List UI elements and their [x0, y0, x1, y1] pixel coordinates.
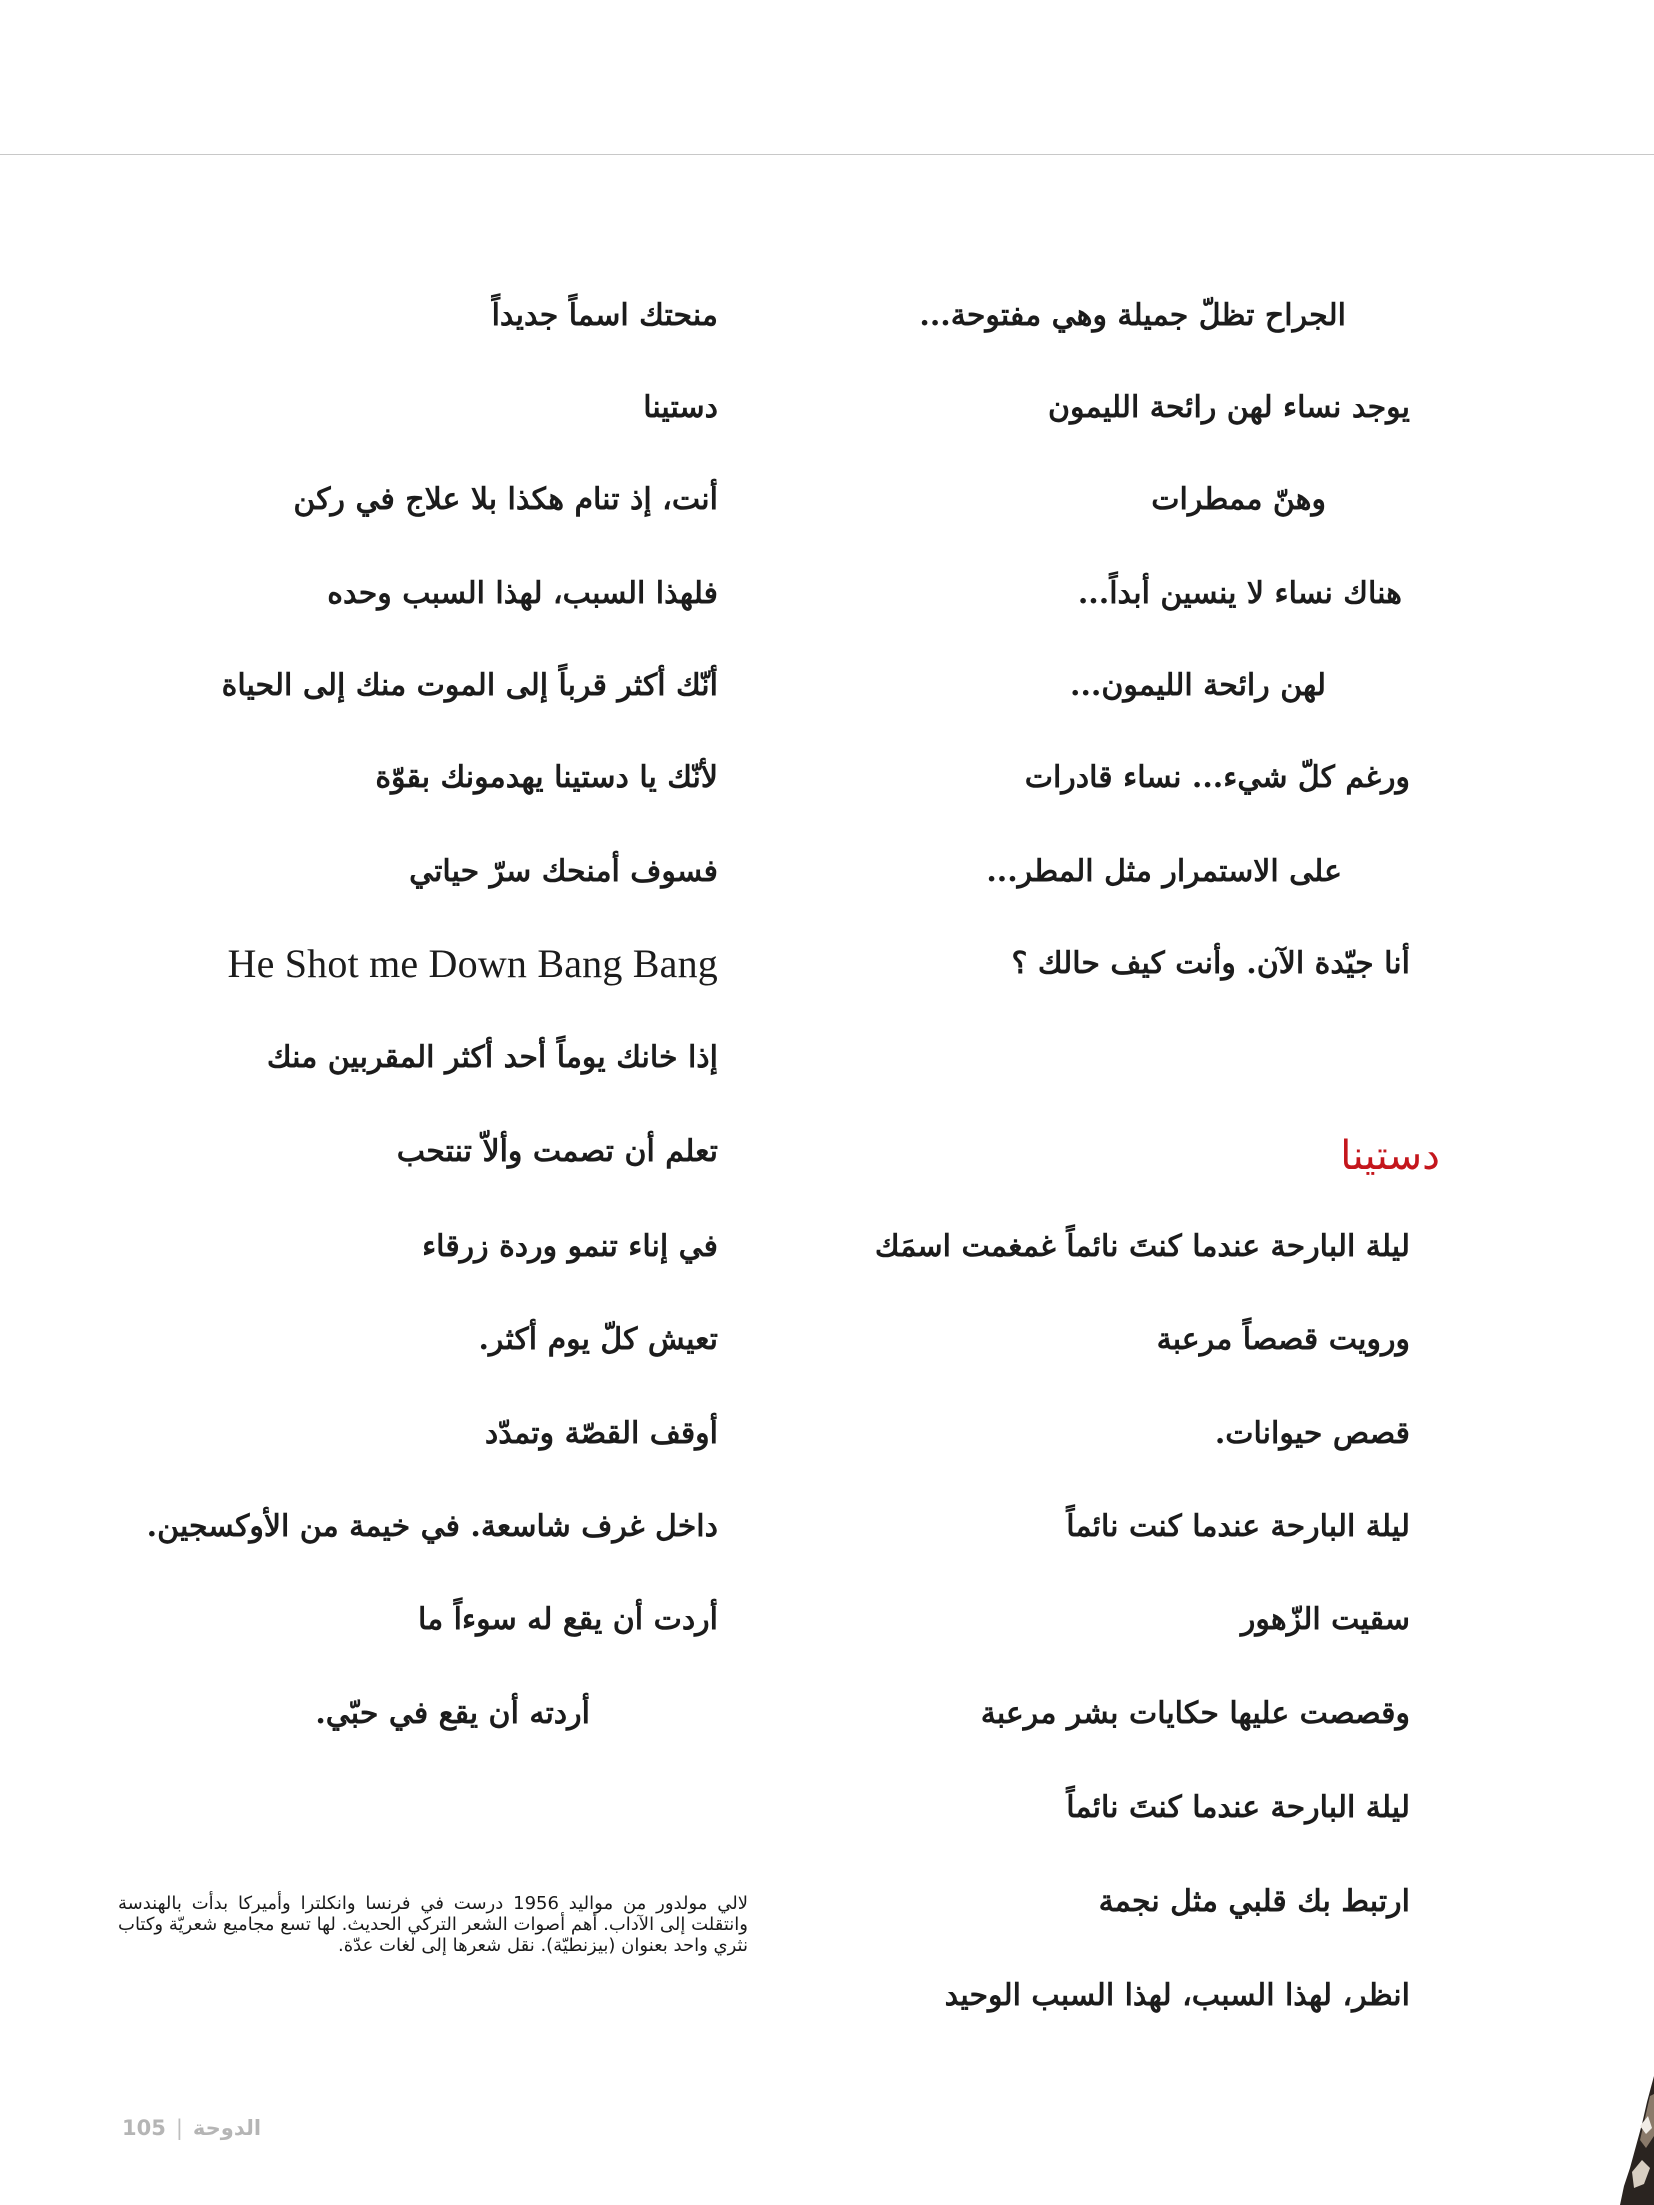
magazine-logo: الدوحة	[192, 2116, 262, 2140]
poem-line: فلهذا السبب، لهذا السبب وحده	[327, 576, 718, 611]
poem-line: سقيت الزّهور	[1240, 1602, 1410, 1637]
poem-line: على الاستمرار مثل المطر...	[986, 854, 1342, 889]
page-footer	[122, 2116, 261, 2140]
poem-column-left	[140, 0, 718, 2100]
poem-line: تعلم أن تصمت وألاّ تنتحب	[396, 1134, 718, 1169]
poem-line: إذا خانك يوماً أحد أكثر المقربين منك	[266, 1040, 718, 1075]
poem-line: في إناء تنمو وردة زرقاء	[422, 1229, 718, 1264]
footer-separator: |	[175, 2116, 183, 2140]
poem-line: منحتك اسماً جديداً	[491, 298, 718, 333]
poem-line: أردته أن يقع في حبّي.	[315, 1696, 590, 1731]
poem-column-right	[840, 0, 1440, 2100]
poem-line: أنت، إذ تنام هكذا بلا علاج في ركن	[293, 482, 718, 517]
poem-line: دستينا	[643, 390, 718, 425]
poem-line: انظر، لهذا السبب، لهذا السبب الوحيد	[944, 1978, 1410, 2013]
poem-line: ورغم كلّ شيء... نساء قادرات	[1024, 760, 1410, 795]
corner-photo-fragment	[1620, 2076, 1654, 2205]
poem-line: هناك نساء لا ينسين أبداً...	[1077, 576, 1402, 611]
poem-line: أردت أن يقع له سوءاً ما	[417, 1602, 718, 1637]
poem-line: ليلة البارحة عندما كنت نائماً	[1066, 1509, 1410, 1544]
poem-line: لأنّك يا دستينا يهدمونك بقوّة	[375, 760, 718, 795]
page-number: 105	[122, 2116, 166, 2140]
poem-line: أنّك أكثر قرباً إلى الموت منك إلى الحياة	[221, 668, 718, 703]
author-bio: لالي مولدور من مواليد 1956 درست في فرنسا وانكلترا وأميركا بدأت بالهندسة وانتقلت إلى الآداب. أهم أصوات الشعر التركي الحديث. لها تسع مجاميع شعريّة وكتاب نثري واحد بعنوان (بيزنطيّة). نقل شعرها إلى لغات عدّة.	[118, 1893, 748, 1956]
poem-line: الجراح تظلّ جميلة وهي مفتوحة...	[919, 298, 1346, 333]
poem-line: لهن رائحة الليمون...	[1070, 668, 1326, 703]
poem-line: ليلة البارحة عندما كنتَ نائماً غمغمت اسمَك	[874, 1229, 1410, 1264]
poem-line: أنا جيّدة الآن. وأنت كيف حالك ؟	[1011, 946, 1410, 981]
poem-line: فسوف أمنحك سرّ حياتي	[409, 854, 718, 889]
poem-line: وهنّ ممطرات	[1151, 482, 1326, 517]
poem-line-english: He Shot me Down Bang Bang	[227, 941, 718, 986]
poem-line: أوقف القصّة وتمدّد	[484, 1416, 718, 1451]
poem-line: ليلة البارحة عندما كنتَ نائماً	[1066, 1790, 1410, 1825]
poem-line: ورويت قصصاً مرعبة	[1156, 1322, 1410, 1357]
poem-line: وقصصت عليها حكايات بشر مرعبة	[980, 1696, 1410, 1731]
poem-line: قصص حيوانات.	[1214, 1416, 1410, 1451]
poem-line: ارتبط بك قلبي مثل نجمة	[1098, 1884, 1410, 1919]
poem-line: داخل غرف شاسعة. في خيمة من الأوكسجين.	[146, 1509, 718, 1544]
poem-line: تعيش كلّ يوم أكثر.	[478, 1322, 718, 1357]
poem-title: دستينا	[1340, 1133, 1440, 1179]
poem-line: يوجد نساء لهن رائحة الليمون	[1047, 390, 1410, 425]
